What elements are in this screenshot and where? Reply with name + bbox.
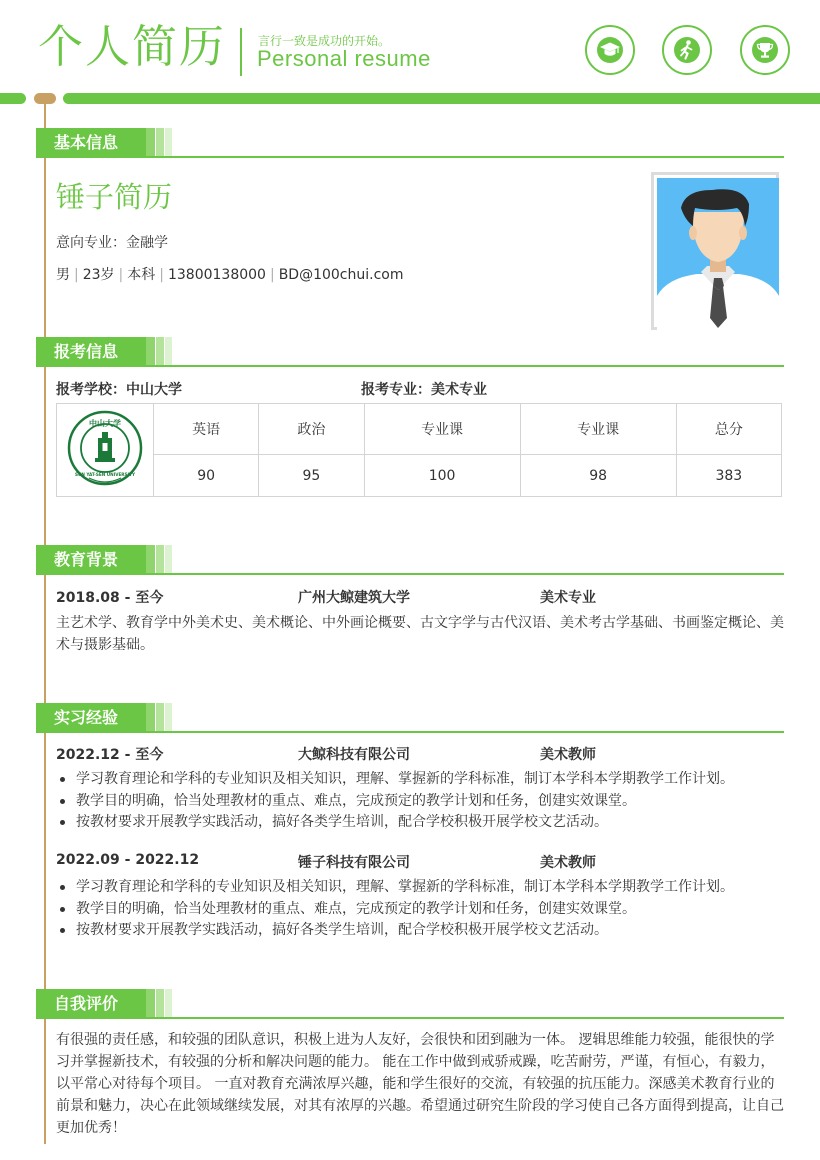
education-major: 美术专业 xyxy=(540,590,596,606)
email: BD@100chui.com xyxy=(278,267,404,283)
running-person-icon xyxy=(662,25,712,75)
degree: 本科 xyxy=(127,267,156,283)
section-title: 基本信息 xyxy=(36,128,146,158)
score-cell: 95 xyxy=(259,455,364,497)
subject-header: 英语 xyxy=(154,404,259,455)
intended-major: 意向专业：金融学 xyxy=(56,235,168,251)
list-item: 教学目的明确，恰当处理教材的重点、难点，完成预定的教学计划和任务，创建实效课堂。 xyxy=(56,791,784,813)
section-self-evaluation xyxy=(36,989,784,1019)
age: 23岁 xyxy=(82,267,115,283)
job-period: 2022.12 - 至今 xyxy=(56,747,164,763)
section-title: 报考信息 xyxy=(36,337,146,367)
list-item: 学习教育理论和学科的专业知识及相关知识，理解、掌握新的学科标准，制订本学科本学期教学工作计划。 xyxy=(56,877,784,899)
list-item: 教学目的明确，恰当处理教材的重点、难点，完成预定的教学计划和任务，创建实效课堂。 xyxy=(56,899,784,921)
section-title: 自我评价 xyxy=(36,989,146,1019)
job-row xyxy=(56,744,784,764)
job-duties xyxy=(56,877,784,942)
subject-header: 总分 xyxy=(676,404,781,455)
section-internship xyxy=(36,703,784,733)
header-bar-left xyxy=(0,93,26,104)
job-company: 锤子科技有限公司 xyxy=(298,855,410,871)
job-role: 美术教师 xyxy=(540,855,596,871)
subject-header: 专业课 xyxy=(520,404,676,455)
table-row xyxy=(57,455,782,497)
score-table xyxy=(56,403,782,497)
section-education xyxy=(36,545,784,575)
job-period: 2022.09 - 2022.12 xyxy=(56,852,200,868)
graduation-cap-icon xyxy=(585,25,635,75)
logo-text: SUN YAT-SEN UNIVERSITY xyxy=(75,472,135,477)
self-evaluation-text: 有很强的责任感，和较强的团队意识，积极上进为人友好，会很快和团到融为一体。 逻辑思维能力较强，能很快的学习并掌握新技术，有较强的分析和解决问题的能力。 能在工作中做到戒骄戒躁，吃苦耐劳，严谨，有恒心，有毅力，以平常心对待每个项目。 一直对教育充满浓厚兴趣，能和学生很好的交流，有较强的抗压能力。深感美术教育行业的前景和魅力，决心在此领域继续发展，对其有浓厚的兴趣。希望通过研究生阶段的学习使自己各方面得到提高，让自己更加优秀！ xyxy=(56,1032,784,1136)
job-role: 美术教师 xyxy=(540,747,596,763)
list-item: 学习教育理论和学科的专业知识及相关知识，理解、掌握新的学科标准，制订本学科本学期教学工作计划。 xyxy=(56,769,784,791)
education-school: 广州大鲸建筑大学 xyxy=(298,590,410,606)
table-row xyxy=(57,404,782,455)
job-company: 大鲸科技有限公司 xyxy=(298,747,410,763)
header-subtitle: Personal resume xyxy=(257,46,431,71)
score-cell: 100 xyxy=(364,455,520,497)
header-bar-right xyxy=(63,93,820,104)
phone: 13800138000 xyxy=(167,267,266,283)
section-title: 教育背景 xyxy=(36,545,146,575)
section-exam-info xyxy=(36,337,784,367)
header-bar-knob xyxy=(34,93,56,104)
education-row xyxy=(56,587,784,607)
subject-header: 政治 xyxy=(259,404,364,455)
list-item: 按教材要求开展教学实践活动，搞好各类学生培训，配合学校积极开展学校文艺活动。 xyxy=(56,812,784,834)
trophy-icon xyxy=(740,25,790,75)
section-basic-info xyxy=(36,128,784,158)
target-major: 报考专业：美术专业 xyxy=(361,382,487,398)
resume-title: 个人简历 xyxy=(38,20,227,73)
header-slogan: 言行一致是成功的开始。 xyxy=(258,34,391,48)
education-period: 2018.08 - 至今 xyxy=(56,590,164,606)
job-row xyxy=(56,852,784,872)
target-school: 报考学校：中山大学 xyxy=(56,382,182,398)
subject-header: 专业课 xyxy=(364,404,520,455)
timeline-line xyxy=(44,104,46,1144)
list-item: 按教材要求开展教学实践活动，搞好各类学生培训，配合学校积极开展学校文艺活动。 xyxy=(56,920,784,942)
university-logo-icon xyxy=(67,410,143,486)
score-cell: 90 xyxy=(154,455,259,497)
candidate-name: 锤子简历 xyxy=(56,180,173,214)
job-duties xyxy=(56,769,784,834)
education-courses: 主艺术学、教育学中外美术史、美术概论、中外画论概要、古文字学与古代汉语、美术考古学基础、书画鉴定概论、美术与摄影基础。 xyxy=(56,615,784,653)
header-divider xyxy=(240,28,242,76)
score-cell: 383 xyxy=(676,455,781,497)
gender: 男 xyxy=(56,267,70,283)
logo-title: 中山大学 xyxy=(89,418,121,428)
profile-photo xyxy=(651,172,779,330)
contact-line: 男 | 23岁 | 本科 | 13800138000 | BD@100chui.com xyxy=(56,267,404,283)
score-cell: 98 xyxy=(520,455,676,497)
section-title: 实习经验 xyxy=(36,703,146,733)
university-logo xyxy=(57,404,154,497)
